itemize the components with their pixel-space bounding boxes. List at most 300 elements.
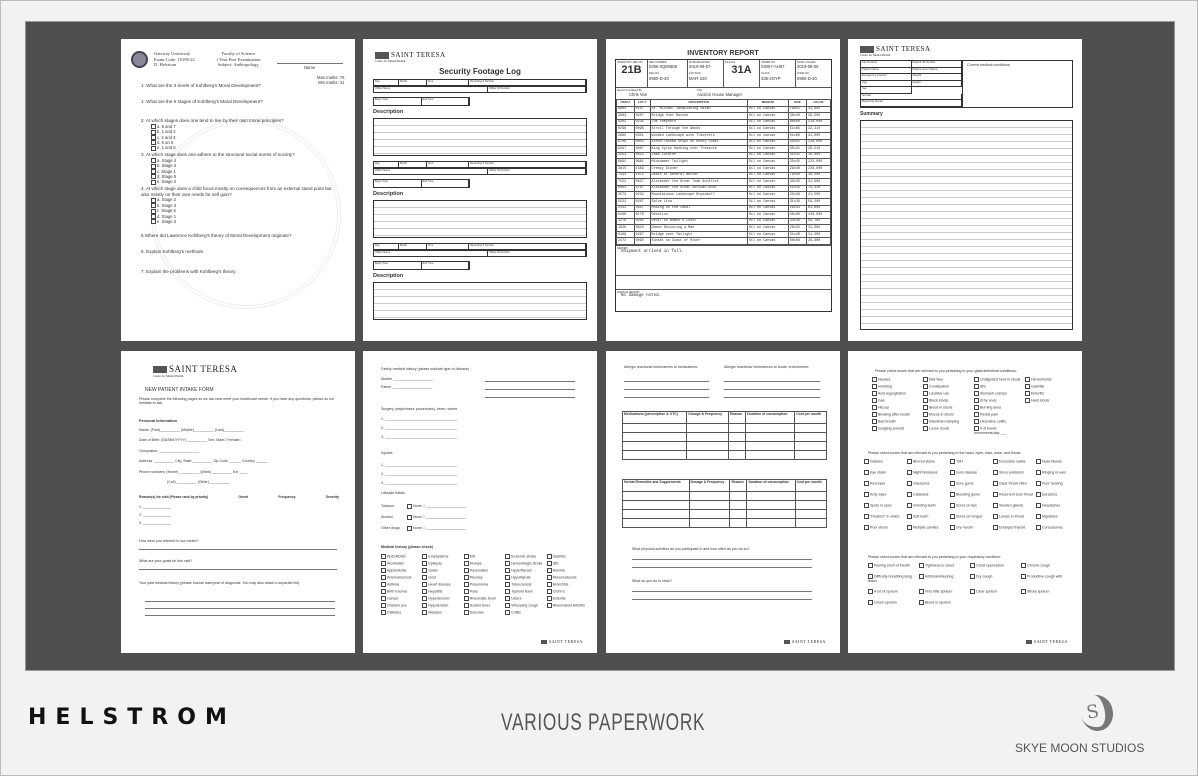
table-cell: Mountainous Landscape Ruysdael? [650, 192, 747, 199]
report-text: Shipment arrived in full. [621, 250, 684, 255]
checkbox-item[interactable]: Excessive saliva [993, 459, 1033, 464]
time-fields-row [373, 179, 470, 188]
checkbox-item[interactable]: Soft teeth [907, 514, 947, 519]
checkbox-item[interactable]: Glaucoma [907, 481, 947, 486]
checkbox-item[interactable]: Scarlet fever [464, 603, 502, 608]
table-cell: 36x40 [788, 113, 806, 120]
checkbox-item[interactable]: Glasses [864, 459, 904, 464]
answer-option[interactable]: a. Stage 2 [151, 197, 341, 202]
field-label: Weight [912, 74, 963, 81]
reason-column-header: Onset [238, 495, 249, 499]
exam-header-left [154, 51, 195, 68]
checkbox-item[interactable]: Very little sputum [919, 589, 966, 594]
intake-field-line: Phone numbers: (Home) __________ (Work) __________ Ext ____ [139, 469, 248, 474]
intake-field-line: Occupation: ____________________ [139, 448, 200, 453]
table-cell: 41,500 [807, 192, 831, 199]
table-cell: 29,510 [807, 146, 831, 153]
security-log-page [363, 39, 597, 341]
field-label: End Time [422, 98, 470, 105]
heent-heading: Please check boxes that are relevant to you pertaining to the head, eyes, ears, nose, and throat: [868, 451, 1022, 455]
school-name: Gateway University [154, 51, 191, 56]
checkbox-none: None □ ____________________ [407, 504, 466, 508]
table-cell: Creepy Dinner [650, 165, 747, 172]
table-row [617, 172, 831, 179]
checkbox-item [1025, 419, 1072, 424]
exam-question [141, 152, 341, 185]
description-heading: Description [373, 191, 404, 197]
checkbox-item[interactable]: Diabetes [381, 610, 419, 615]
checkbox-item[interactable]: Nose bleeds [1036, 459, 1076, 464]
checkbox-item[interactable]: Diarrhea [923, 377, 970, 382]
checkbox-item[interactable]: Pneumonia [464, 582, 502, 587]
table-cell: 10,000 [807, 152, 831, 159]
table-cell: 210,000 [807, 119, 831, 126]
checkbox-item[interactable]: Ischemic stroke [505, 554, 543, 559]
table-cell: 1589 [634, 165, 650, 172]
table-cell: 31x36 [788, 198, 806, 205]
field-label: Officer ID Number [488, 251, 586, 256]
checkbox-item[interactable]: Red eyes [864, 481, 904, 486]
table-cell: 30x45 [788, 179, 806, 186]
table-cell: Oil on Canvas [747, 192, 788, 199]
checkbox-item[interactable]: Chicken pox [381, 603, 419, 608]
checkbox-item[interactable]: Bloating after meals [872, 412, 919, 417]
mother-field: Mother ____________________ [381, 377, 434, 381]
checkbox-item[interactable]: Hyperthyroid [505, 568, 543, 573]
officer-fields-row [373, 168, 587, 175]
table-row [617, 106, 831, 113]
table-cell: Oil on Canvas [747, 126, 788, 133]
table-row [617, 238, 831, 245]
field-label: Officer ID Number [488, 87, 586, 92]
checkbox-item[interactable]: Cataracts [907, 492, 947, 497]
field-label: Time [427, 244, 470, 249]
table-cell: 0647 [634, 205, 650, 212]
helstrom-logo: HELSTROM [28, 705, 236, 730]
intake-title: NEW PATIENT INTAKE FORM [145, 387, 214, 393]
checkbox-item[interactable]: Sores on lips [950, 503, 990, 508]
table-cell: 0664 [617, 185, 635, 192]
table-cell: Oil on Canvas [747, 132, 788, 139]
checkbox-item[interactable]: Sore gums [950, 481, 990, 486]
column-header: ITEM # [617, 100, 635, 107]
checkbox-item[interactable]: # of bowel movements/day ___ [974, 426, 1021, 435]
checkbox-item[interactable]: Loose stools [923, 426, 970, 435]
checkbox-item[interactable]: Asthma [381, 582, 419, 587]
checkbox-item[interactable]: Tightness in chest [919, 563, 966, 568]
table-cell: 29x35 [788, 225, 806, 232]
column-header: Reason [728, 412, 745, 424]
column-header: Herbal Remedies and Supplements [623, 480, 690, 492]
checkbox-item[interactable]: Concussions [1036, 525, 1076, 530]
checkbox-item[interactable]: "Floaters" in vision [864, 514, 904, 519]
faculty: Faculty of Science [221, 51, 255, 56]
checkbox-item[interactable]: Grinding teeth [907, 503, 947, 508]
checkbox-item[interactable]: Hemorrhoids [1025, 377, 1072, 382]
table-cell: 1278 [617, 218, 635, 225]
checkbox-item[interactable]: Pleurisy [464, 575, 502, 580]
checkbox-item[interactable]: Ulcerative colitis [974, 419, 1021, 424]
checkbox-item[interactable]: Gastritis [1025, 384, 1072, 389]
answer-option[interactable]: e. 1 and 6 [151, 145, 341, 150]
checkbox-item[interactable]: Goiter [422, 568, 460, 573]
table-cell: 35x38 [788, 192, 806, 199]
field-label: Time [427, 162, 470, 167]
answer-option[interactable]: b. Stage 3 [151, 203, 341, 208]
table-cell: Midsummer Twilight [650, 159, 747, 166]
table-cell: Alexander the Great Tomb Achilles [650, 179, 747, 186]
question-text: 1. What are the 6 stages of Kohlberg's Moral Development? [141, 99, 263, 104]
table-cell: Musing on the Canal [650, 205, 747, 212]
checkbox-item[interactable]: Ringing in ears [1036, 470, 1076, 475]
checkbox-item[interactable]: IBS [547, 561, 585, 566]
checkbox-item [1025, 412, 1072, 417]
patient-info-box [860, 60, 1073, 108]
checkbox-item[interactable]: Enteritis [1025, 391, 1072, 396]
lifestyle-label: Lifestyle habits [381, 491, 405, 495]
checkbox-item[interactable]: Gurgling sounds [872, 426, 919, 435]
checkbox-item[interactable]: Heart disease [422, 582, 460, 587]
answer-option[interactable]: c. Stage 6 [151, 208, 341, 213]
checkbox-item[interactable]: Colitis [505, 610, 543, 615]
answer-option[interactable]: b. Stage 3 [151, 163, 341, 168]
table-cell: 0827 [634, 179, 650, 186]
table-cell: 35x45 [788, 159, 806, 166]
checkbox-item[interactable]: Blurred vision [907, 459, 947, 464]
checkbox-item[interactable]: Multiple cavities [907, 525, 947, 530]
table-cell: 75,410 [807, 185, 831, 192]
checkbox-item[interactable]: Burning anus [974, 405, 1021, 410]
answer-option[interactable]: c. 2 and 3 [151, 135, 341, 140]
answer-option[interactable]: a. Stage 4 [151, 158, 341, 163]
checkbox-item[interactable]: Anemia [547, 568, 585, 573]
table-cell: 0003 [634, 139, 650, 146]
table-cell: 56,780 [807, 218, 831, 225]
checkbox-item[interactable]: Cancer [381, 596, 419, 601]
exam-code: Exam Code: 10198-22 [154, 56, 195, 62]
checkbox-item[interactable]: Dry cough [970, 574, 1017, 583]
table-cell: The Shepherd [650, 119, 747, 126]
description-heading: Description [373, 109, 404, 115]
exam-question [141, 249, 341, 255]
checkbox-item[interactable]: TMJ [950, 459, 990, 464]
name-label: Name [304, 65, 316, 70]
checkbox-item[interactable]: Mumps [464, 561, 502, 566]
habit-row [381, 523, 466, 534]
table-cell: Death of General Mercer [650, 172, 747, 179]
field-label: Day [374, 162, 399, 167]
checkbox-item[interactable]: Feeling short of breath [868, 563, 915, 568]
completed-by-title: Auction House Manager [697, 92, 743, 98]
column-header: Medications (prescription & OTC) [623, 412, 687, 424]
checkbox-item[interactable]: Headaches [1036, 503, 1076, 508]
table-cell: 31,300 [807, 231, 831, 238]
field-label: Patient Given Name [912, 68, 963, 75]
checkbox-none: None □ ____________________ [407, 526, 466, 530]
table-cell: Oil on Canvas [747, 119, 788, 126]
description-box [373, 282, 587, 320]
table-cell: 5522 [617, 198, 635, 205]
table-cell: St. Michael Vanquishing Satan [650, 106, 747, 113]
question-text: 6. Explain Kohlberg's methods. [141, 249, 205, 254]
checkbox-item[interactable]: Asthma/wheezing [919, 574, 966, 583]
checkbox-item[interactable]: Sinus problems [993, 470, 1033, 475]
inventory-report-page [606, 39, 840, 341]
checkbox-item [1025, 405, 1072, 410]
field-label: Emergency Contact [861, 74, 912, 81]
checkbox-item[interactable]: Enteritis [547, 596, 585, 601]
checkbox-item[interactable]: Bad breath [872, 419, 919, 424]
answer-option[interactable]: e. Stage 3 [151, 219, 341, 224]
personal-info-heading: Personal information [139, 419, 177, 423]
saint-teresa-logo: SAINT TERESA Center for Mental Health [153, 364, 238, 379]
checkbox-item[interactable]: Enlarged thyroid [993, 525, 1033, 530]
checkbox-item[interactable]: Productive cough with: [1021, 574, 1068, 583]
table-cell: 31x31 [788, 152, 806, 159]
checkbox-item[interactable]: Appendicitis [381, 568, 419, 573]
table-cell: 0157 [634, 106, 650, 113]
field-label: Recording # Number [469, 244, 586, 249]
table-cell: 7434 [617, 172, 635, 179]
field-label: End Time [422, 262, 470, 269]
table-cell: 222,000 [807, 159, 831, 166]
checkbox-item[interactable]: Gastritis [547, 554, 585, 559]
father-field: Father ____________________ [381, 385, 433, 389]
checkbox-item[interactable]: Birth trauma [381, 589, 419, 594]
checkbox-item[interactable]: Constipation [923, 384, 970, 389]
question-text: 3. At which stage does one adhere to the structural social norms of society? [141, 152, 295, 157]
gi-heading: Please check boxes that are relevant to you pertaining to your gastrointestinal conditions: [875, 369, 1017, 373]
field-label: Officer Name [374, 169, 488, 174]
field-label: Height [912, 81, 963, 88]
checkbox-item[interactable]: Hard stools [1025, 398, 1072, 403]
checkbox-item[interactable]: A lot of sputum [868, 589, 915, 594]
checkbox-item[interactable]: Rheumatoid Arthritis [547, 603, 585, 608]
checkbox-item[interactable]: Blood in stools [923, 405, 970, 410]
checkbox-item[interactable]: Chronic cough [1021, 563, 1068, 568]
table-cell: 0643 [634, 225, 650, 232]
time-fields-row [373, 97, 470, 106]
table-cell: 61,800 [807, 205, 831, 212]
answer-option[interactable]: e. Stage 2 [151, 179, 341, 184]
relax-question: What do you do to relax? [632, 579, 672, 583]
table-cell: 8864 [617, 106, 635, 113]
answer-option[interactable]: d. Stage 1 [151, 214, 341, 219]
checkbox-item[interactable]: Mononucleosis [547, 575, 585, 580]
description-box [373, 200, 587, 238]
table-row [617, 212, 831, 219]
checkbox-item[interactable]: Hemorrhagic stroke [505, 561, 543, 566]
summary-box [860, 120, 1073, 330]
exam-question [141, 233, 341, 239]
table-row [617, 113, 831, 120]
table-row [617, 165, 831, 172]
checkbox-item[interactable]: Tuberculosis [505, 582, 543, 587]
checkbox-item[interactable]: Poor vision [864, 525, 904, 530]
field-label: Officer ID Number [488, 169, 586, 174]
table-cell: Wooded Landscape with Travelers [650, 132, 747, 139]
checkbox-item[interactable]: Hypertension [422, 596, 460, 601]
answer-option[interactable]: d. 5 an 6 [151, 140, 341, 145]
table-cell: 0087 [634, 146, 650, 153]
checkbox-item[interactable]: Bronchitis [547, 582, 585, 587]
table-cell: Oil on Canvas [747, 218, 788, 225]
checkbox-item[interactable]: IBS [974, 384, 1021, 389]
answer-option[interactable]: c. Stage 1 [151, 169, 341, 174]
checkbox-item[interactable]: Black stools [923, 398, 970, 403]
checkbox-item[interactable]: Sores on tongue [950, 514, 990, 519]
checkbox-item[interactable]: Swollen glands [993, 503, 1033, 508]
teacher-name: D. Helstrom [154, 62, 177, 68]
table-cell: 440,800 [807, 212, 831, 219]
table-cell: Oil on Canvas [747, 179, 788, 186]
checkbox-item[interactable]: Hepatitis [422, 589, 460, 594]
checkbox-item[interactable]: Emphysema [422, 554, 460, 559]
table-cell: Oil on Canvas [747, 231, 788, 238]
checkbox-item[interactable]: Night blindness [907, 470, 947, 475]
checkbox-item[interactable]: Seizures [464, 610, 502, 615]
intake-field-line: Date of Birth: (DD/MM/YYYY) __________ Sex: Male□ Female□ [139, 438, 242, 443]
checkbox-item[interactable]: Stomach cramps [974, 391, 1021, 396]
inventory-table [616, 99, 831, 245]
table-cell: Stroll Through the Woods [650, 126, 747, 133]
checkbox-item[interactable]: Undigested food in stools [974, 377, 1021, 382]
field-label: Begin Time [374, 262, 422, 269]
max-marks: Max marks: 76 [317, 75, 345, 80]
food-allergy-label: Allergic reactions/ intolerances to foods, environment: [724, 365, 810, 369]
column-header: MEDIUM [747, 100, 788, 107]
field-label: Month [399, 244, 427, 249]
checkbox-item[interactable]: Lumps in throat [993, 514, 1033, 519]
table-cell: 228,000 [807, 165, 831, 172]
field-label: Month [399, 80, 427, 85]
checkbox-item[interactable]: Dry mouth [950, 525, 990, 530]
damage-text: No damage noted. [621, 294, 662, 299]
field-label: Sex [861, 87, 912, 94]
table-cell: 56,200 [807, 198, 831, 205]
checkbox-item[interactable]: Nausea [872, 377, 919, 382]
checkbox-item[interactable]: Gout [422, 575, 460, 580]
checkbox-item[interactable]: Poor hearing [1036, 481, 1076, 486]
table-row [617, 139, 831, 146]
checkbox-item[interactable]: Arteriosclerosis [381, 575, 419, 580]
checkbox-item[interactable]: Epilepsy [422, 561, 460, 566]
table-cell: Bridge over Twilight [650, 231, 747, 238]
checkbox-item[interactable]: ADD/ADHD [381, 554, 419, 559]
checkbox-item[interactable]: Intestinal cramping [923, 419, 970, 424]
checkbox-item[interactable]: Chest oppression [970, 563, 1017, 568]
checkbox-item[interactable]: Acid regurgitation [872, 391, 919, 396]
column-header: Reason [730, 480, 747, 492]
checkbox-item[interactable]: Eye strain [864, 470, 904, 475]
checkbox-item[interactable]: Whooping cough [505, 603, 543, 608]
column-header: Cost per month [795, 480, 826, 492]
table-cell: 51x65 [788, 126, 806, 133]
table-cell: 2472 [617, 238, 635, 245]
column-header: Dosage & Frequency [689, 480, 730, 492]
table-cell: 18,500 [807, 172, 831, 179]
table-cell: Oil on Canvas [747, 146, 788, 153]
checkbox-item[interactable]: Hypotension [422, 603, 460, 608]
checkbox-item[interactable]: Difficulty breathing lying down [868, 574, 915, 583]
checkbox-item[interactable]: Alcoholism [381, 561, 419, 566]
field-label: Begin Time [374, 98, 422, 105]
reason-column-header: Frequency [278, 495, 296, 499]
checkbox-item[interactable]: Sticky sputum [1021, 589, 1068, 594]
checkbox-item[interactable]: Ulcers [505, 596, 543, 601]
answer-option[interactable]: d. Stage 5 [151, 174, 341, 179]
checkbox-item[interactable]: Bleeding gums [950, 492, 990, 497]
presentation-board [25, 21, 1175, 671]
checkbox-item[interactable]: Earaches [1036, 492, 1076, 497]
checkbox-item[interactable]: MS [464, 554, 502, 559]
table-cell: 29x40 [788, 165, 806, 172]
exam-question [141, 118, 341, 151]
checkbox-item[interactable]: Green sputum [868, 600, 915, 605]
goals-question: What are your goals for this visit? [139, 559, 193, 563]
checkbox-item[interactable]: Gas [872, 398, 919, 403]
answer-option[interactable]: b. 1 and 2 [151, 129, 341, 134]
table-cell: 0023 [634, 152, 650, 159]
checkbox-item[interactable]: Rectal pain [974, 412, 1021, 417]
university-seal-icon [131, 51, 148, 68]
checkbox-item[interactable]: Clear throat often [993, 481, 1033, 486]
checkbox-item[interactable]: Blood in sputum [919, 600, 966, 605]
table-row [617, 225, 831, 232]
past-history-question: Your past medical history (please include date/year of diagnosis. You may also attach a separate list). [139, 581, 301, 585]
checkbox-item[interactable]: Itchy anus [974, 398, 1021, 403]
column-header: Cost per month [795, 412, 827, 424]
checkbox-item[interactable]: Rheumatic fever [464, 596, 502, 601]
checkbox-item[interactable]: Spots in eyes [864, 503, 904, 508]
checkbox-item[interactable]: Pacemaker [464, 568, 502, 573]
officer-fields-row [373, 86, 587, 93]
checkbox-item[interactable]: Clear sputum [970, 589, 1017, 594]
checkbox-item[interactable]: Laxative use [923, 391, 970, 396]
respiratory-heading: Please check boxes that are relevant to you pertaining to your respiratory condition: [868, 555, 1001, 559]
question-text: 4. At which stage does a child focus mostly on consequences from an external stand point but also mostly on their own needs for self gain? [141, 186, 332, 197]
checkbox-item[interactable]: Measles [422, 610, 460, 615]
exam-question [141, 186, 341, 224]
checkbox-item[interactable]: Recurrent sore throat [993, 492, 1033, 497]
field-label: Time [427, 80, 470, 85]
checkbox-item[interactable]: Mucus in stools [923, 412, 970, 417]
checkbox-item[interactable]: Polio [464, 589, 502, 594]
table-cell: 0232 [634, 192, 650, 199]
table-cell: Bridge Over Ravine [650, 113, 747, 120]
checkbox-item[interactable]: Hiccup [872, 405, 919, 410]
column-header: SIZE [788, 100, 806, 107]
saint-teresa-logo: SAINT TERESA [541, 639, 583, 644]
checkbox-item[interactable]: Crohn's [547, 589, 585, 594]
table-cell: 0787 [634, 185, 650, 192]
checkbox-item[interactable]: Hypothyroid [505, 575, 543, 580]
security-title: Security Footage Log [439, 67, 521, 76]
checkbox-item[interactable]: Typhoid fever [505, 589, 543, 594]
table-cell: Oil on Canvas [747, 238, 788, 245]
answer-option[interactable]: a. 5 and 7 [151, 124, 341, 129]
field-label: Officer Name [374, 251, 488, 256]
checkbox-item[interactable]: Gum disease [950, 470, 990, 475]
table-cell: 6892 [617, 159, 635, 166]
question-text: 2. At which stages does one tend to live by their own moral principles? [141, 118, 284, 123]
checkbox-item[interactable]: Migraines [1036, 514, 1076, 519]
checkbox-item[interactable]: Vomiting [872, 384, 919, 389]
checkbox-item[interactable]: Itchy eyes [864, 492, 904, 497]
column-header: Duration of consumption [747, 480, 795, 492]
board-title: VARIOUS PAPERWORK [501, 709, 706, 736]
table-cell: Oil on Canvas [747, 225, 788, 232]
